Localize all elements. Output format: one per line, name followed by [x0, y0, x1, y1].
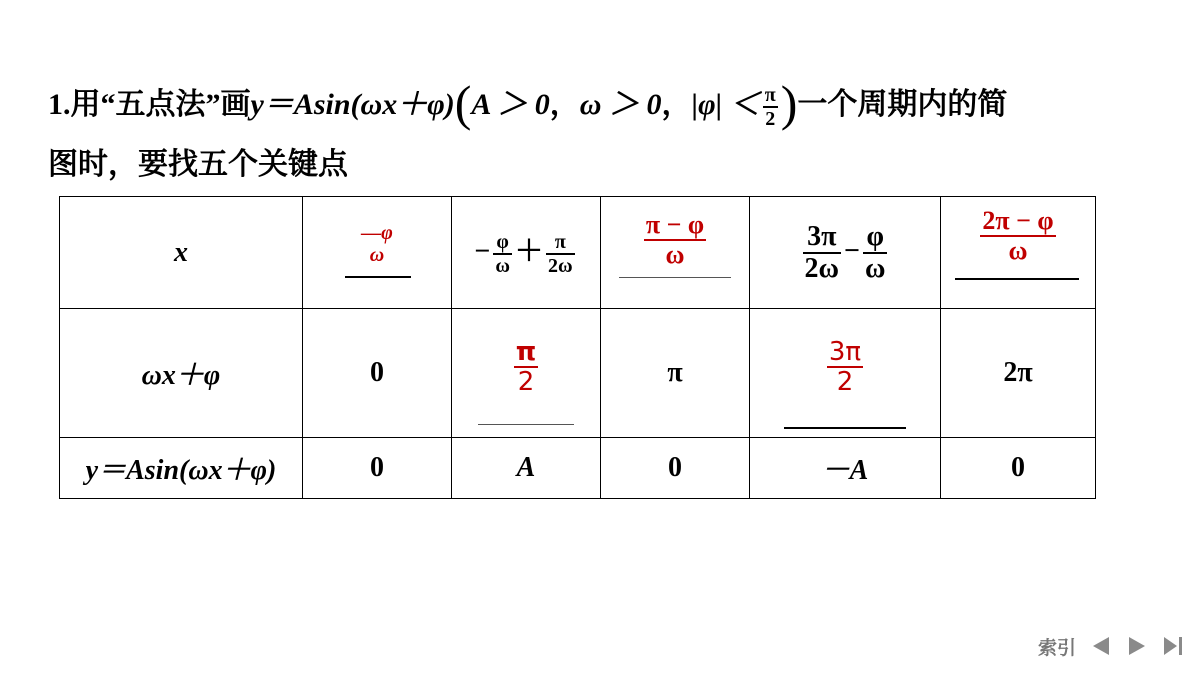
skip-to-end-icon[interactable] — [1162, 635, 1184, 657]
answer-blank — [478, 424, 574, 425]
condition-separator: ， — [549, 88, 580, 121]
fraction-phi-over-omega: $\frac{\varphi}{\omega}$ — [495, 230, 510, 277]
cell-phase-5: 2π — [941, 309, 1096, 438]
triangle-right-icon[interactable] — [1126, 635, 1148, 657]
answer-blank — [784, 427, 906, 429]
cell-x-2 — [452, 197, 601, 309]
fraction-pi-over-2omega: $\frac{\pi}{2\omega}$ — [547, 230, 573, 277]
answer-blank — [955, 278, 1079, 280]
answer-fraction: $\frac{3\pi}{2}$ — [828, 337, 862, 397]
answer-fraction: —φ ω — [361, 221, 393, 266]
cell-y-4: －A — [750, 438, 941, 499]
problem-formula: y＝Asin(ωx＋φ) — [250, 88, 455, 121]
cell-y-2: A — [452, 438, 601, 499]
problem-suffix: 一个周期内的简 — [797, 88, 1008, 121]
row-header-y: y＝Asin(ωx＋φ) — [60, 438, 303, 499]
cell-phase-4 — [750, 309, 941, 438]
slide-navigation — [1038, 632, 1184, 660]
problem-line-1 — [48, 72, 1158, 134]
answer-blank — [345, 276, 411, 278]
answer-fraction: $\frac{\pi}{2}$ — [515, 337, 537, 397]
answer-blank — [619, 277, 731, 278]
triangle-left-icon[interactable] — [1090, 635, 1112, 657]
condition-separator: ， — [661, 88, 692, 121]
condition-a: A ＞ 0 — [471, 88, 550, 121]
answer-fraction: $\frac{2\pi - \varphi}{\omega}$ — [982, 205, 1054, 265]
condition-phi: |φ| ＜ — [691, 88, 760, 121]
table-row-y — [60, 438, 1096, 499]
condition-fraction: $\frac{\pi}{2}$ — [764, 84, 776, 131]
problem-statement — [48, 72, 1158, 196]
five-point-table — [59, 196, 1096, 499]
cell-phase-3: π — [601, 309, 750, 438]
index-link[interactable]: 索引 — [1037, 636, 1076, 659]
cell-x-4 — [750, 197, 941, 309]
condition-omega: ω ＞ 0 — [579, 88, 662, 121]
table-row-x — [60, 197, 1096, 309]
problem-line-2: 图时，要找五个关键点 — [48, 148, 348, 181]
left-paren: ( — [454, 75, 472, 131]
cell-y-1: 0 — [303, 438, 452, 499]
cell-phase-1: 0 — [303, 309, 452, 438]
plus-sign: ＋ — [514, 236, 543, 268]
problem-prefix: 1.用“五点法”画 — [48, 88, 251, 121]
minus-sign: − — [474, 236, 491, 268]
table-row-phase — [60, 309, 1096, 438]
row-header-x: x — [60, 197, 303, 309]
cell-x-5 — [941, 197, 1096, 309]
fraction-phi-over-omega: $\frac{\varphi}{\omega}$ — [864, 220, 886, 284]
row-header-phase: ωx＋φ — [60, 309, 303, 438]
cell-phase-2 — [452, 309, 601, 438]
cell-x-1 — [303, 197, 452, 309]
fraction-3pi-over-2omega: $\frac{3\pi}{2\omega}$ — [804, 220, 840, 284]
right-paren: ) — [780, 75, 798, 131]
cell-y-3: 0 — [601, 438, 750, 499]
cell-x-3 — [601, 197, 750, 309]
answer-fraction: $\frac{\pi - \varphi}{\omega}$ — [645, 209, 705, 269]
minus-sign: − — [844, 234, 860, 266]
cell-y-5: 0 — [941, 438, 1096, 499]
